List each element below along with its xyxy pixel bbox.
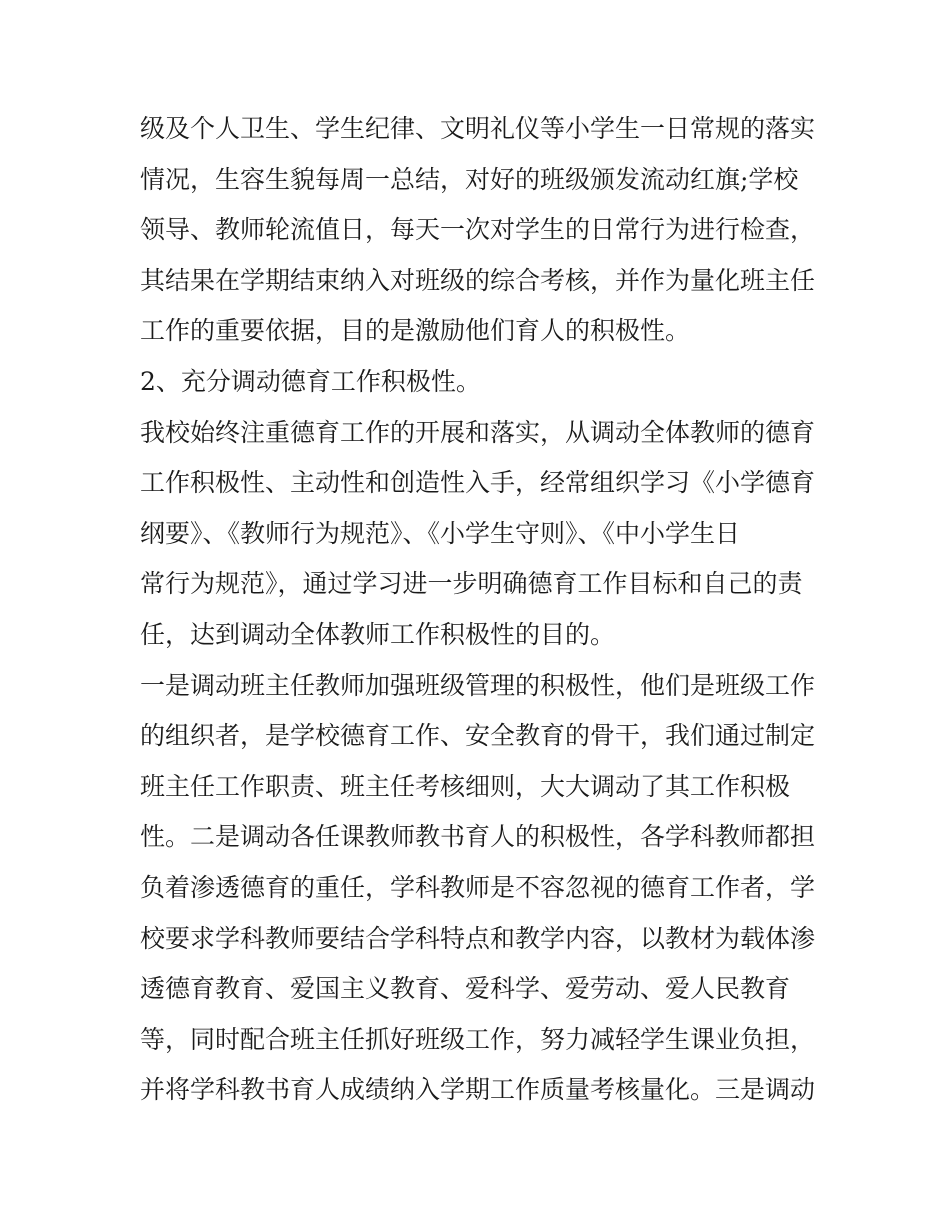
text-line: 等，同时配合班主任抓好班级工作，努力减轻学生课业负担， [140,1024,816,1054]
text-line: 情况，生容生貌每周一总结，对好的班级颁发流动红旗;学校 [140,164,799,194]
text-line: 性。二是调动各任课教师教书育人的积极性，各学科教师都担 [140,822,816,852]
text-line: 任，达到调动全体教师工作积极性的目的。 [140,619,616,649]
text-line: 领导、教师轮流值日，每天一次对学生的日常行为进行检查， [140,215,816,245]
text-line: 工作的重要依据，目的是激励他们育人的积极性。 [140,316,691,346]
text-line: 纲要》、《教师行为规范》、《小学生守则》、《中小学生日 [140,518,741,548]
text-line: 负着渗透德育的重任，学科教师是不容忽视的德育工作者，学 [140,872,816,902]
section-heading: 2、充分调动德育工作积极性。 [140,366,481,396]
text-line: 的组织者，是学校德育工作、安全教育的骨干，我们通过制定 [140,721,816,751]
text-line: 校要求学科教师要结合学科特点和教学内容，以教材为载体渗 [140,923,816,953]
text-line: 透德育教育、爱国主义教育、爱科学、爱劳动、爱人民教育 [140,974,791,1004]
text-line: 工作积极性、主动性和创造性入手，经常组织学习《小学德育 [140,468,816,498]
text-line: 我校始终注重德育工作的开展和落实，从调动全体教师的德育 [140,417,816,447]
text-line: 常行为规范》，通过学习进一步明确德育工作目标和自己的责 [140,569,803,599]
text-line: 其结果在学期结束纳入对班级的综合考核，并作为量化班主任 [140,265,816,295]
body-text [140,104,820,1116]
text-line: 班主任工作职责、班主任考核细则，大大调动了其工作积极 [140,771,791,801]
text-line: 一是调动班主任教师加强班级管理的积极性，他们是班级工作 [140,670,816,700]
text-line: 级及个人卫生、学生纪律、文明礼仪等小学生一日常规的落实 [140,114,816,143]
text-line: 并将学科教书育人成绩纳入学期工作质量考核量化。三是调动 [140,1075,816,1105]
